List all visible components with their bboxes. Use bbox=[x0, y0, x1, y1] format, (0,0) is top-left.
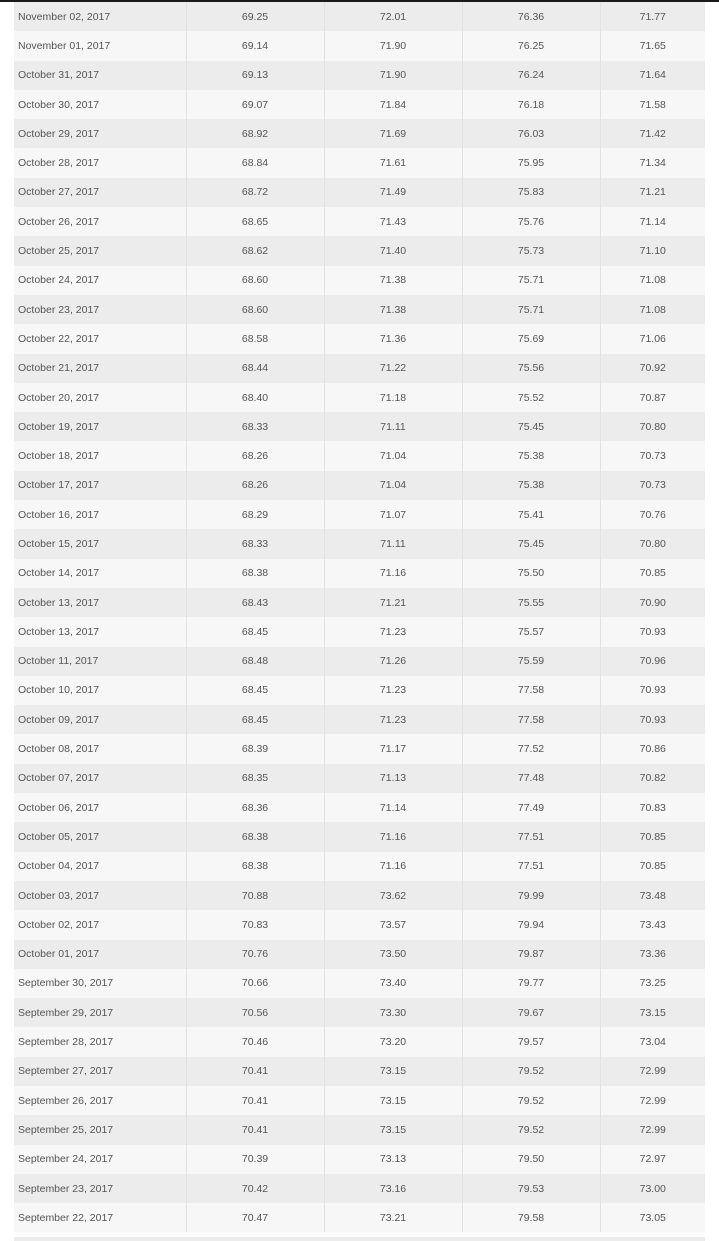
value-cell-col4: 72.97 bbox=[639, 1153, 666, 1166]
date-cell: September 28, 2017 bbox=[14, 1027, 186, 1056]
table-row bbox=[14, 61, 705, 90]
value-cell-col2: 71.23 bbox=[324, 705, 462, 734]
value-cell-col4: 72.99 bbox=[639, 1065, 666, 1078]
value-cell-col1: 68.84 bbox=[186, 148, 324, 177]
value-cell-col3: 79.52 bbox=[462, 1115, 600, 1144]
value-cell-col2: 73.20 bbox=[324, 1027, 462, 1056]
value-cell-col3: 76.25 bbox=[462, 31, 600, 60]
value-cell-col3: 77.58 bbox=[462, 676, 600, 705]
value-cell-col3: 75.59 bbox=[462, 647, 600, 676]
table-row bbox=[14, 705, 705, 734]
value-cell-col1: 68.45 bbox=[186, 705, 324, 734]
table-row bbox=[14, 178, 705, 207]
date-cell: October 26, 2017 bbox=[14, 207, 186, 236]
value-cell-col3: 79.53 bbox=[462, 1174, 600, 1203]
value-cell-col4: 71.14 bbox=[639, 215, 666, 228]
value-cell-col4: 70.96 bbox=[639, 655, 666, 668]
value-cell-col1: 68.38 bbox=[186, 559, 324, 588]
date-cell: October 13, 2017 bbox=[14, 588, 186, 617]
table-row bbox=[14, 500, 705, 529]
value-cell-col1: 70.46 bbox=[186, 1027, 324, 1056]
table-row bbox=[14, 617, 705, 646]
value-cell-col1: 70.41 bbox=[186, 1115, 324, 1144]
value-cell-col3: 79.50 bbox=[462, 1145, 600, 1174]
value-cell-col2: 71.90 bbox=[324, 31, 462, 60]
value-cell-col1: 68.38 bbox=[186, 852, 324, 881]
value-cell-col1: 69.25 bbox=[186, 2, 324, 31]
value-cell-col4: 70.80 bbox=[639, 537, 666, 550]
value-cell-col3: 75.50 bbox=[462, 559, 600, 588]
value-cell-col1: 68.62 bbox=[186, 236, 324, 265]
table-row bbox=[14, 1115, 705, 1144]
table-row bbox=[14, 441, 705, 470]
table-row bbox=[14, 998, 705, 1027]
value-cell-col1: 69.13 bbox=[186, 61, 324, 90]
value-cell-col2: 71.61 bbox=[324, 148, 462, 177]
value-cell-col4: 70.85 bbox=[639, 860, 666, 873]
table-row bbox=[14, 910, 705, 939]
table-row bbox=[14, 1203, 705, 1232]
date-cell: October 24, 2017 bbox=[14, 266, 186, 295]
value-cell-col3: 75.69 bbox=[462, 324, 600, 353]
value-cell-col1: 70.41 bbox=[186, 1057, 324, 1086]
value-cell-col1: 70.47 bbox=[186, 1203, 324, 1232]
value-cell-col1: 68.38 bbox=[186, 822, 324, 851]
value-cell-col1: 68.60 bbox=[186, 295, 324, 324]
date-cell: November 01, 2017 bbox=[14, 31, 186, 60]
value-cell-col2: 71.04 bbox=[324, 471, 462, 500]
value-cell-col4: 70.92 bbox=[639, 362, 666, 375]
value-cell-col2: 73.50 bbox=[324, 940, 462, 969]
value-cell-col1: 68.26 bbox=[186, 441, 324, 470]
value-cell-col4: 73.05 bbox=[639, 1211, 666, 1224]
table-row bbox=[14, 881, 705, 910]
value-cell-col4: 70.87 bbox=[639, 391, 666, 404]
date-cell: October 27, 2017 bbox=[14, 178, 186, 207]
value-cell-col3: 75.45 bbox=[462, 412, 600, 441]
price-history-table-container[interactable] bbox=[14, 2, 705, 1232]
value-cell-col3: 75.83 bbox=[462, 178, 600, 207]
value-cell-col4: 70.86 bbox=[639, 743, 666, 756]
value-cell-col1: 68.45 bbox=[186, 617, 324, 646]
date-cell: October 30, 2017 bbox=[14, 90, 186, 119]
value-cell-col4: 72.99 bbox=[639, 1123, 666, 1136]
table-row bbox=[14, 1145, 705, 1174]
date-cell: September 24, 2017 bbox=[14, 1145, 186, 1174]
value-cell-col2: 71.26 bbox=[324, 647, 462, 676]
date-cell: October 03, 2017 bbox=[14, 881, 186, 910]
value-cell-col2: 71.16 bbox=[324, 822, 462, 851]
value-cell-col1: 68.44 bbox=[186, 354, 324, 383]
value-cell-col3: 77.49 bbox=[462, 793, 600, 822]
table-row bbox=[14, 266, 705, 295]
value-cell-col3: 75.71 bbox=[462, 295, 600, 324]
date-cell: October 19, 2017 bbox=[14, 412, 186, 441]
value-cell-col1: 68.92 bbox=[186, 119, 324, 148]
date-cell: October 25, 2017 bbox=[14, 236, 186, 265]
value-cell-col1: 68.40 bbox=[186, 383, 324, 412]
table-row bbox=[14, 31, 705, 60]
table-row bbox=[14, 529, 705, 558]
date-cell: October 05, 2017 bbox=[14, 822, 186, 851]
value-cell-col3: 76.36 bbox=[462, 2, 600, 31]
value-cell-col4: 71.06 bbox=[639, 332, 666, 345]
value-cell-col1: 68.33 bbox=[186, 412, 324, 441]
table-row bbox=[14, 354, 705, 383]
table-row bbox=[14, 588, 705, 617]
value-cell-col1: 68.35 bbox=[186, 764, 324, 793]
value-cell-col4: 70.73 bbox=[639, 450, 666, 463]
value-cell-col1: 68.58 bbox=[186, 324, 324, 353]
value-cell-col2: 71.04 bbox=[324, 441, 462, 470]
value-cell-col1: 70.56 bbox=[186, 998, 324, 1027]
value-cell-col3: 75.55 bbox=[462, 588, 600, 617]
table-row bbox=[14, 324, 705, 353]
value-cell-col4: 71.42 bbox=[639, 127, 666, 140]
date-cell: October 06, 2017 bbox=[14, 793, 186, 822]
value-cell-col3: 76.18 bbox=[462, 90, 600, 119]
value-cell-col2: 71.84 bbox=[324, 90, 462, 119]
value-cell-col4: 73.25 bbox=[639, 977, 666, 990]
table-row bbox=[14, 471, 705, 500]
value-cell-col4: 71.08 bbox=[639, 303, 666, 316]
table-row bbox=[14, 764, 705, 793]
value-cell-col2: 71.07 bbox=[324, 500, 462, 529]
value-cell-col2: 71.38 bbox=[324, 295, 462, 324]
value-cell-col2: 73.15 bbox=[324, 1086, 462, 1115]
value-cell-col2: 71.14 bbox=[324, 793, 462, 822]
date-cell: October 04, 2017 bbox=[14, 852, 186, 881]
table-row bbox=[14, 119, 705, 148]
value-cell-col4: 73.15 bbox=[639, 1006, 666, 1019]
value-cell-col3: 77.48 bbox=[462, 764, 600, 793]
date-cell: October 10, 2017 bbox=[14, 676, 186, 705]
value-cell-col4: 73.43 bbox=[639, 918, 666, 931]
value-cell-col3: 79.67 bbox=[462, 998, 600, 1027]
date-cell: September 30, 2017 bbox=[14, 969, 186, 998]
value-cell-col3: 75.95 bbox=[462, 148, 600, 177]
date-cell: October 29, 2017 bbox=[14, 119, 186, 148]
date-cell: September 25, 2017 bbox=[14, 1115, 186, 1144]
table-row bbox=[14, 90, 705, 119]
table-row bbox=[14, 676, 705, 705]
value-cell-col1: 69.07 bbox=[186, 90, 324, 119]
value-cell-col4: 70.90 bbox=[639, 596, 666, 609]
value-cell-col4: 70.80 bbox=[639, 420, 666, 433]
value-cell-col1: 68.60 bbox=[186, 266, 324, 295]
table-row bbox=[14, 148, 705, 177]
value-cell-col2: 71.18 bbox=[324, 383, 462, 412]
value-cell-col4: 73.04 bbox=[639, 1036, 666, 1049]
table-row bbox=[14, 822, 705, 851]
value-cell-col2: 71.23 bbox=[324, 617, 462, 646]
value-cell-col4: 70.85 bbox=[639, 830, 666, 843]
value-cell-col4: 72.99 bbox=[639, 1094, 666, 1107]
value-cell-col4: 70.85 bbox=[639, 567, 666, 580]
value-cell-col3: 75.57 bbox=[462, 617, 600, 646]
value-cell-col3: 79.94 bbox=[462, 910, 600, 939]
value-cell-col3: 77.58 bbox=[462, 705, 600, 734]
table-row bbox=[14, 383, 705, 412]
table-row bbox=[14, 207, 705, 236]
date-cell: October 09, 2017 bbox=[14, 705, 186, 734]
value-cell-col2: 72.01 bbox=[324, 2, 462, 31]
value-cell-col2: 71.22 bbox=[324, 354, 462, 383]
value-cell-col2: 73.62 bbox=[324, 881, 462, 910]
value-cell-col2: 73.30 bbox=[324, 998, 462, 1027]
table-row bbox=[14, 295, 705, 324]
value-cell-col2: 71.90 bbox=[324, 61, 462, 90]
date-cell: October 18, 2017 bbox=[14, 441, 186, 470]
value-cell-col3: 76.03 bbox=[462, 119, 600, 148]
value-cell-col3: 77.51 bbox=[462, 822, 600, 851]
date-cell: October 21, 2017 bbox=[14, 354, 186, 383]
date-cell: October 14, 2017 bbox=[14, 559, 186, 588]
date-cell: September 26, 2017 bbox=[14, 1086, 186, 1115]
value-cell-col4: 71.08 bbox=[639, 274, 666, 287]
value-cell-col4: 70.93 bbox=[639, 713, 666, 726]
table-row bbox=[14, 1057, 705, 1086]
value-cell-col4: 71.65 bbox=[639, 39, 666, 52]
value-cell-col1: 68.43 bbox=[186, 588, 324, 617]
date-cell: October 22, 2017 bbox=[14, 324, 186, 353]
value-cell-col2: 71.11 bbox=[324, 412, 462, 441]
value-cell-col1: 70.42 bbox=[186, 1174, 324, 1203]
value-cell-col2: 71.21 bbox=[324, 588, 462, 617]
value-cell-col4: 70.93 bbox=[639, 684, 666, 697]
value-cell-col3: 79.57 bbox=[462, 1027, 600, 1056]
date-cell: September 23, 2017 bbox=[14, 1174, 186, 1203]
price-history-table bbox=[14, 2, 705, 1232]
value-cell-col3: 75.73 bbox=[462, 236, 600, 265]
value-cell-col3: 79.52 bbox=[462, 1057, 600, 1086]
value-cell-col1: 68.39 bbox=[186, 734, 324, 763]
date-cell: September 29, 2017 bbox=[14, 998, 186, 1027]
value-cell-col4: 71.34 bbox=[639, 157, 666, 170]
value-cell-col2: 73.13 bbox=[324, 1145, 462, 1174]
value-cell-col3: 75.56 bbox=[462, 354, 600, 383]
table-row bbox=[14, 412, 705, 441]
date-cell: September 22, 2017 bbox=[14, 1203, 186, 1232]
value-cell-col3: 79.77 bbox=[462, 969, 600, 998]
value-cell-col3: 75.71 bbox=[462, 266, 600, 295]
value-cell-col2: 71.17 bbox=[324, 734, 462, 763]
table-row bbox=[14, 1086, 705, 1115]
date-cell: October 28, 2017 bbox=[14, 148, 186, 177]
value-cell-col1: 68.29 bbox=[186, 500, 324, 529]
value-cell-col1: 68.36 bbox=[186, 793, 324, 822]
date-cell: October 11, 2017 bbox=[14, 647, 186, 676]
value-cell-col2: 73.21 bbox=[324, 1203, 462, 1232]
value-cell-col2: 73.57 bbox=[324, 910, 462, 939]
value-cell-col4: 73.48 bbox=[639, 889, 666, 902]
table-row bbox=[14, 236, 705, 265]
value-cell-col1: 70.88 bbox=[186, 881, 324, 910]
date-cell: October 01, 2017 bbox=[14, 940, 186, 969]
value-cell-col2: 73.15 bbox=[324, 1057, 462, 1086]
value-cell-col2: 73.16 bbox=[324, 1174, 462, 1203]
value-cell-col4: 71.77 bbox=[639, 10, 666, 23]
date-cell: October 07, 2017 bbox=[14, 764, 186, 793]
table-row bbox=[14, 1174, 705, 1203]
value-cell-col2: 73.40 bbox=[324, 969, 462, 998]
value-cell-col1: 68.45 bbox=[186, 676, 324, 705]
date-cell: November 02, 2017 bbox=[14, 2, 186, 31]
table-row bbox=[14, 559, 705, 588]
date-cell: October 08, 2017 bbox=[14, 734, 186, 763]
value-cell-col4: 71.10 bbox=[639, 245, 666, 258]
table-row bbox=[14, 969, 705, 998]
value-cell-col3: 75.76 bbox=[462, 207, 600, 236]
value-cell-col3: 75.52 bbox=[462, 383, 600, 412]
value-cell-col2: 71.13 bbox=[324, 764, 462, 793]
value-cell-col2: 71.38 bbox=[324, 266, 462, 295]
value-cell-col4: 70.93 bbox=[639, 625, 666, 638]
date-cell: October 20, 2017 bbox=[14, 383, 186, 412]
value-cell-col2: 71.23 bbox=[324, 676, 462, 705]
table-row bbox=[14, 852, 705, 881]
table-row bbox=[14, 793, 705, 822]
value-cell-col1: 68.65 bbox=[186, 207, 324, 236]
date-cell: October 17, 2017 bbox=[14, 471, 186, 500]
value-cell-col4: 70.83 bbox=[639, 801, 666, 814]
value-cell-col3: 75.45 bbox=[462, 529, 600, 558]
value-cell-col3: 79.87 bbox=[462, 940, 600, 969]
date-cell: October 23, 2017 bbox=[14, 295, 186, 324]
value-cell-col3: 75.38 bbox=[462, 471, 600, 500]
value-cell-col1: 70.66 bbox=[186, 969, 324, 998]
value-cell-col3: 79.58 bbox=[462, 1203, 600, 1232]
table-row bbox=[14, 734, 705, 763]
table-row bbox=[14, 940, 705, 969]
date-cell: September 27, 2017 bbox=[14, 1057, 186, 1086]
date-cell: October 16, 2017 bbox=[14, 500, 186, 529]
value-cell-col3: 76.24 bbox=[462, 61, 600, 90]
value-cell-col1: 70.39 bbox=[186, 1145, 324, 1174]
value-cell-col3: 79.99 bbox=[462, 881, 600, 910]
value-cell-col2: 71.16 bbox=[324, 559, 462, 588]
date-cell: October 02, 2017 bbox=[14, 910, 186, 939]
value-cell-col4: 70.82 bbox=[639, 772, 666, 785]
value-cell-col4: 71.64 bbox=[639, 69, 666, 82]
value-cell-col1: 70.41 bbox=[186, 1086, 324, 1115]
value-cell-col4: 70.73 bbox=[639, 479, 666, 492]
value-cell-col2: 71.49 bbox=[324, 178, 462, 207]
table-row bbox=[14, 2, 705, 31]
table-row bbox=[14, 1027, 705, 1056]
value-cell-col2: 71.16 bbox=[324, 852, 462, 881]
value-cell-col4: 71.21 bbox=[639, 186, 666, 199]
value-cell-col1: 70.83 bbox=[186, 910, 324, 939]
value-cell-col2: 71.11 bbox=[324, 529, 462, 558]
value-cell-col1: 69.14 bbox=[186, 31, 324, 60]
value-cell-col2: 71.69 bbox=[324, 119, 462, 148]
value-cell-col4: 70.76 bbox=[639, 508, 666, 521]
value-cell-col2: 71.36 bbox=[324, 324, 462, 353]
value-cell-col3: 79.52 bbox=[462, 1086, 600, 1115]
value-cell-col1: 68.48 bbox=[186, 647, 324, 676]
value-cell-col4: 71.58 bbox=[639, 98, 666, 111]
value-cell-col1: 68.33 bbox=[186, 529, 324, 558]
value-cell-col3: 75.41 bbox=[462, 500, 600, 529]
value-cell-col3: 77.51 bbox=[462, 852, 600, 881]
value-cell-col2: 73.15 bbox=[324, 1115, 462, 1144]
value-cell-col2: 71.40 bbox=[324, 236, 462, 265]
date-cell: October 13, 2017 bbox=[14, 617, 186, 646]
value-cell-col2: 71.43 bbox=[324, 207, 462, 236]
value-cell-col3: 75.38 bbox=[462, 441, 600, 470]
date-cell: October 31, 2017 bbox=[14, 61, 186, 90]
value-cell-col3: 77.52 bbox=[462, 734, 600, 763]
value-cell-col4: 73.00 bbox=[639, 1182, 666, 1195]
date-cell: October 15, 2017 bbox=[14, 529, 186, 558]
value-cell-col4: 73.36 bbox=[639, 948, 666, 961]
next-row-partial bbox=[14, 1237, 705, 1241]
value-cell-col1: 68.26 bbox=[186, 471, 324, 500]
value-cell-col1: 68.72 bbox=[186, 178, 324, 207]
table-row bbox=[14, 647, 705, 676]
table-body bbox=[14, 2, 705, 1232]
value-cell-col1: 70.76 bbox=[186, 940, 324, 969]
